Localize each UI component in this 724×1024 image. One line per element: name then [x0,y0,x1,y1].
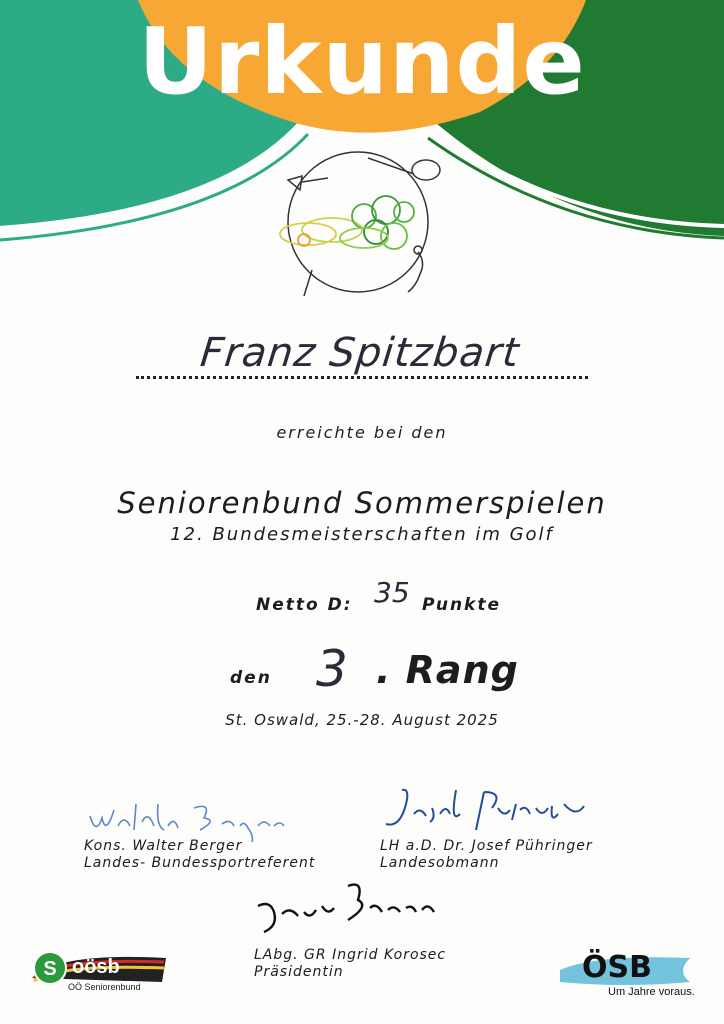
ooesb-logo-text: oösb [72,956,120,978]
event-title: Seniorenbund Sommerspielen [117,486,607,520]
svg-text:S: S [43,958,57,980]
netto-value: 35 [374,576,410,609]
signatory-2-role: Landesobmann [380,855,500,871]
signatory-2-name: LH a.D. Dr. Josef Pühringer [380,838,593,854]
signature-walter-berger [84,796,294,842]
signatory-1-role: Landes- Bundessportreferent [84,855,316,871]
signatory-3-name: LAbg. GR Ingrid Korosec [254,947,447,963]
points-label: Punkte [422,595,502,615]
signatory-1-name: Kons. Walter Berger [84,838,243,854]
oesb-logo [556,948,696,1004]
signature-ingrid-korosec [250,876,450,940]
sports-emblem-icon [268,146,448,306]
place-date: St. Oswald, 25.-28. August 2025 [225,711,499,729]
ooesb-logo-subtitle: OÖ Seniorenbund [68,982,141,992]
recipient-name: Franz Spitzbart [198,330,522,376]
reached-text: erreichte bei den [276,423,448,442]
oesb-logo-text: ÖSB [582,950,652,985]
certificate-title: Urkunde [138,8,586,115]
signature-josef-puehringer [380,784,600,840]
ooesb-logo [28,948,174,1000]
event-subtitle: 12. Bundesmeisterschaften im Golf [170,524,554,545]
oesb-logo-subtitle: Um Jahre voraus. [608,986,695,998]
rank-prefix: den [230,668,272,688]
rank-value: 3 [316,640,348,698]
name-dotted-line [136,376,588,379]
rank-label: . Rang [376,648,519,692]
netto-label: Netto D: [256,595,353,615]
signatory-3-role: Präsidentin [254,964,344,980]
